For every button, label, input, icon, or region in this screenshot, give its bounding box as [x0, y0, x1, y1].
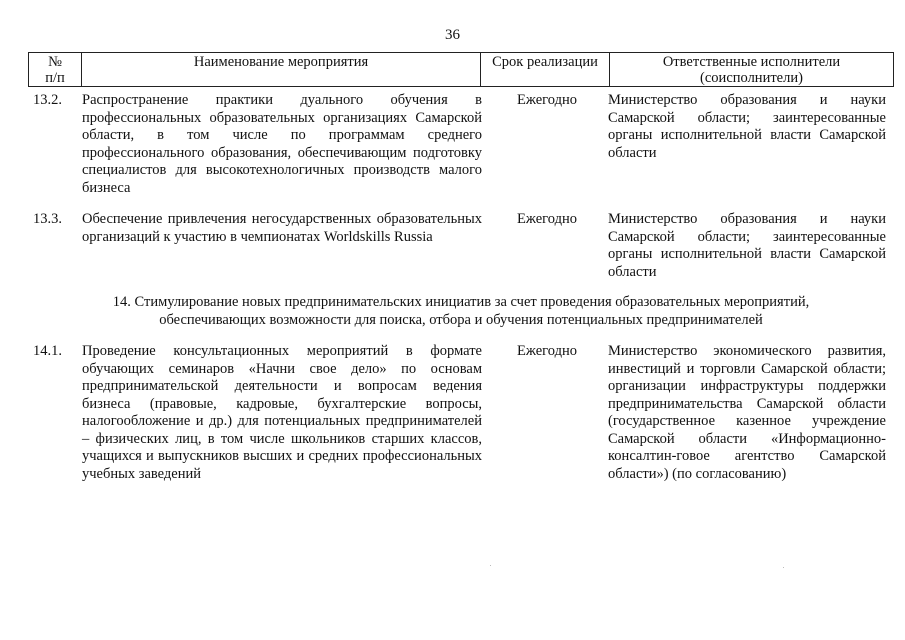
row-title: Обеспечение привлечения негосударственных образовательных организаций к участию в чемпионатах Worldskills Russia	[82, 211, 482, 245]
header-num: № п/п	[29, 53, 82, 87]
row-number: 13.3.	[33, 211, 62, 227]
row-responsible: Министерство образования и науки Самарской области; заинтересованные органы исполнительной власти Самарской области	[608, 92, 886, 161]
page-number: 36	[445, 27, 460, 43]
scan-speck	[783, 567, 784, 568]
header-term: Срок реализации	[481, 53, 610, 87]
row-term: Ежегодно	[517, 92, 577, 108]
row-responsible: Министерство образования и науки Самарской области; заинтересованные органы исполнительной власти Самарской области	[608, 211, 886, 280]
row-term: Ежегодно	[517, 343, 577, 359]
header-name: Наименование мероприятия	[82, 53, 481, 87]
header-responsible: Ответственные исполнители (соисполнители)	[610, 53, 894, 87]
row-number: 13.2.	[33, 92, 62, 108]
row-number: 14.1.	[33, 343, 62, 359]
row-title: Проведение консультационных мероприятий в формате обучающих семинаров «Начни свое дело» по основам предпринимательской деятельности и вопросам ведения бизнеса (правовые, кадровые, бухгалтерские вопросы, налогообложение и др.) для потенциальных предпринимателей – физических лиц, в том числе школьников старших классов, учащихся и выпускников высших и средних профессиональных учебных заведений	[82, 343, 482, 482]
section-heading: 14. Стимулирование новых предпринимательских инициатив за счет проведения образовательных мероприятий, обеспечивающих возможности для поиска, отбора и обучения потенциальных предпринимателей	[112, 294, 810, 328]
scan-speck	[490, 565, 491, 566]
row-term: Ежегодно	[517, 211, 577, 227]
table-header	[28, 52, 894, 87]
row-responsible: Министерство экономического развития, инвестиций и торговли Самарской области; организации инфраструктуры поддержки предпринимательства Самарской области (государственное казенное учреждение Самарской области «Информационно-консалтин-говое агентство Самарской области») (по согласованию)	[608, 343, 886, 482]
row-title: Распространение практики дуального обучения в профессиональных образовательных организациях Самарской области, в том числе по программам среднего профессионального образования, обеспечивающим подготовку специалистов для высокотехнологичных производств малого бизнеса	[82, 92, 482, 196]
